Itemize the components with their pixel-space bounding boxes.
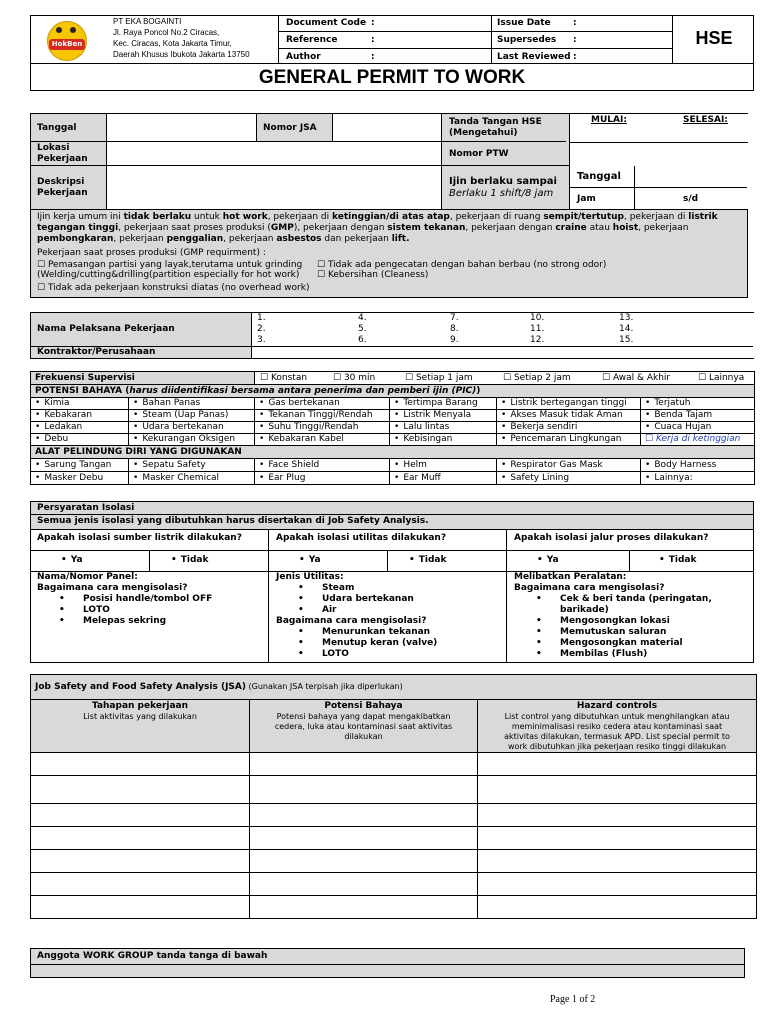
deskripsi-label: Deskripsi Pekerjaan [37, 177, 88, 198]
jsa-col-controls: Hazard controls List control yang dibutuhkan untuk menghilangkan atau meminimalisasi resiko cedera atau kontaminasi saat aktivitas dilakukan, termasuk APD. List special permit to work dibutuhkan jika pekerjaan resiko tinggi dilakukan [478, 700, 757, 753]
q2-ya[interactable]: • Ya [299, 555, 321, 566]
kontraktor-label: Kontraktor/Perusahaan [37, 347, 156, 357]
issue-date-label: Issue Date [497, 18, 551, 28]
table-row [31, 776, 757, 804]
freq-lainnya[interactable]: ☐ Lainnya [698, 373, 744, 384]
q3-tidak[interactable]: • Tidak [659, 555, 697, 566]
header-block: HokBen PT EKA BOGAINTI Jl. Raya Poncol No.2 Ciracas, Kec. Ciracas, Kota Jakarta Timur, Daerah Khusus Ibukota Jakarta 13750 Document Code : Reference : Author : Issue Date : Supersedes : Last Reviewed : HSE [30, 15, 754, 64]
workers-section: Nama Pelaksana Pekerjaan Kontraktor/Perusahaan 1. 2. 3. 4. 5. 6. 7. 8. 9. 10. 11. 12. 13. 14. 15. [30, 312, 754, 359]
gmp-check-4[interactable]: ☐ Kebersihan (Cleaness) [317, 270, 428, 281]
gmp-check-1[interactable]: ☐ Pemasangan partisi yang layak,terutama untuk grinding [37, 260, 302, 271]
reference-label: Reference [286, 35, 338, 45]
isolasi-section [30, 501, 754, 663]
workgroup-title: Anggota WORK GROUP tanda tanga di bawah [37, 951, 268, 961]
jam-label: Jam [577, 194, 596, 204]
jsa-table [30, 674, 757, 919]
jsa-col-tahapan: Tahapan pekerjaan List aktivitas yang dilakukan [31, 700, 250, 753]
frekuensi-label: Frekuensi Supervisi [31, 372, 255, 385]
gmp-check-2[interactable]: ☐ Tidak ada pengecatan dengan bahan berbau (no strong odor) [317, 260, 606, 271]
potensi-bahaya-header: POTENSI BAHAYA (harus diidentifikasi bersama antara penerima dan pemberi ijin (PIC)) [31, 385, 755, 398]
nomor-ptw-label: Nomor PTW [449, 149, 509, 159]
company-info: PT EKA BOGAINTI Jl. Raya Poncol No.2 Ciracas, Kec. Ciracas, Kota Jakarta Timur, Daerah Khusus Ibukota Jakarta 13750 [113, 17, 250, 59]
logo-text: HokBen [49, 39, 85, 50]
table-row [31, 873, 757, 896]
ijin-berlaku-label: Ijin berlaku sampai [449, 176, 557, 187]
deskripsi-input[interactable] [106, 166, 442, 209]
isolasi-col-proses: Melibatkan Peralatan: Bagaimana cara mengisolasi? • Cek & beri tanda (peringatan, barikade) • Mengosongkan lokasi • Memutuskan saluran • Mengosongkan material • Membilas (Flush) [514, 572, 750, 660]
gmp-note-3: (Welding/cutting&drilling(partition especially for hot work) [37, 270, 300, 280]
freq-2jam[interactable]: ☐ Setiap 2 jam [503, 373, 571, 384]
hazard-table: Frekuensi Supervisi ☐ Konstan ☐ 30 min ☐ Setiap 1 jam ☐ Setiap 2 jam ☐ Awal & Akhir ☐ Lainnya POTENSI BAHAYA (harus diidentifikasi bersama antara penerima dan pemberi ijin (PIC)) • Kimia • Bahan Panas • Gas bertekanan • Tertimpa Barang • Listrik bertegangan tinggi • Terjatuh • Kebakaran • Steam (Uap Panas) • Tekanan Tinggi/Rendah • Listrik Menyala • Akses Masuk tidak Aman • Benda Tajam • Ledakan • Udara bertekanan • Suhu Tinggi/Rendah • Lalu lintas • Bekerja sendiri • Cuaca Hujan • Debu • Kekurangan Oksigen • Kebakaran Kabel • Kebisingan • Pencemaran Lingkungan ☐ Kerja di ketinggian ALAT PELINDUNG DIRI YANG DIGUNAKAN • Sarung Tangan • Sepatu Safety • Face Shield • Helm • Respirator Gas Mask • Body Harness • Masker Debu • Masker Chemical • Ear Plug • Ear Muff • Safety Lining • Lainnya: [30, 371, 755, 485]
gmp-checklist [30, 258, 748, 298]
page-number: Page 1 of 2 [550, 994, 596, 1005]
berlaku-shift-label: Berlaku 1 shift/8 jam [449, 188, 554, 199]
freq-1jam[interactable]: ☐ Setiap 1 jam [405, 373, 473, 384]
q-utilitas: Apakah isolasi utilitas dilakukan? [276, 533, 447, 543]
gmp-check-5[interactable]: ☐ Tidak ada pekerjaan konstruksi diatas (no overhead work) [37, 283, 309, 294]
tanggal-until-input[interactable] [634, 166, 748, 187]
tanggal-input[interactable] [106, 114, 257, 141]
tanggal-label: Tanggal [37, 123, 77, 133]
isolasi-subtitle: Semua jenis isolasi yang dibutuhkan harus disertakan di Job Safety Analysis. [37, 516, 429, 526]
apd-header: ALAT PELINDUNG DIRI YANG DIGUNAKAN [31, 446, 755, 459]
nomor-ptw-input[interactable] [569, 142, 748, 166]
table-row [31, 896, 757, 919]
ttd-hse-label: Tanda Tangan HSE (Mengetahui) [449, 117, 542, 138]
q2-tidak[interactable]: • Tidak [409, 555, 447, 566]
freq-konstan[interactable]: ☐ Konstan [260, 373, 307, 384]
lokasi-label: Lokasi Pekerjaan [37, 143, 88, 164]
table-row [31, 827, 757, 850]
isolasi-col-utilitas: Jenis Utilitas: • Steam • Udara bertekanan • Air Bagaimana cara mengisolasi? • Menurunkan tekanan • Menutup keran (valve) • LOTO [276, 572, 504, 660]
q1-ya[interactable]: • Ya [61, 555, 83, 566]
table-row [31, 753, 757, 776]
company-logo [47, 21, 87, 61]
q3-ya[interactable]: • Ya [537, 555, 559, 566]
info-section [30, 113, 748, 271]
doc-code-label: Document Code [286, 18, 367, 28]
title-block [30, 63, 754, 91]
author-label: Author [286, 52, 321, 62]
kerja-ketinggian-check[interactable]: ☐ Kerja di ketinggian [641, 434, 755, 446]
jsa-col-potensi: Potensi Bahaya Potensi bahaya yang dapat mengakibatkan cedera, luka atau kontaminasi saat aktivitas dilakukan [250, 700, 478, 753]
lokasi-input[interactable] [106, 142, 442, 165]
restriction-note: Ijin kerja umum ini tidak berlaku untuk hot work, pekerjaan di ketinggian/di atas atap, pekerjaan di ruang sempit/tertutup, pekerjaan di listrik tegangan tinggi, pekerjaan saat proses produksi (GMP), pekerjaan dengan sistem tekanan, pekerjaan dengan craine atau hoist, pekerjaan pembongkaran, pekerjaan penggalian, pekerjaan asbestos dan pekerjaan lift. [37, 212, 718, 244]
tanggal-until-label: Tanggal [577, 171, 621, 182]
gmp-title: Pekerjaan saat proses produksi (GMP requirment) : [37, 248, 266, 258]
table-row [31, 804, 757, 827]
freq-awal-akhir[interactable]: ☐ Awal & Akhir [602, 373, 670, 384]
table-row [31, 850, 757, 873]
page-title: GENERAL PERMIT TO WORK [258, 67, 526, 88]
dept-code: HSE [695, 28, 733, 48]
last-reviewed-label: Last Reviewed [497, 52, 571, 62]
q1-tidak[interactable]: • Tidak [171, 555, 209, 566]
mulai-label: MULAI: [591, 115, 627, 125]
nomor-jsa-input[interactable] [332, 114, 442, 141]
supersedes-label: Supersedes [497, 35, 557, 45]
freq-30min[interactable]: ☐ 30 min [333, 373, 375, 384]
nomor-jsa-label: Nomor JSA [263, 123, 317, 133]
q-listrik: Apakah isolasi sumber listrik dilakukan? [37, 533, 242, 543]
q-proses: Apakah isolasi jalur proses dilakukan? [514, 533, 709, 543]
isolasi-title: Persyaratan Isolasi [37, 503, 135, 513]
sd-label: s/d [683, 194, 699, 204]
jsa-title: Job Safety and Food Safety Analysis (JSA) (Gunakan JSA terpisah jika diperlukan) [31, 675, 757, 700]
nama-pelaksana-label: Nama Pelaksana Pekerjaan [37, 324, 175, 334]
isolasi-col-listrik: Nama/Nomor Panel: Bagaimana cara mengisolasi? • Posisi handle/tombol OFF • LOTO • Melepas sekring [37, 572, 265, 627]
selesai-label: SELESAI: [683, 115, 728, 125]
workgroup-section [30, 948, 745, 978]
